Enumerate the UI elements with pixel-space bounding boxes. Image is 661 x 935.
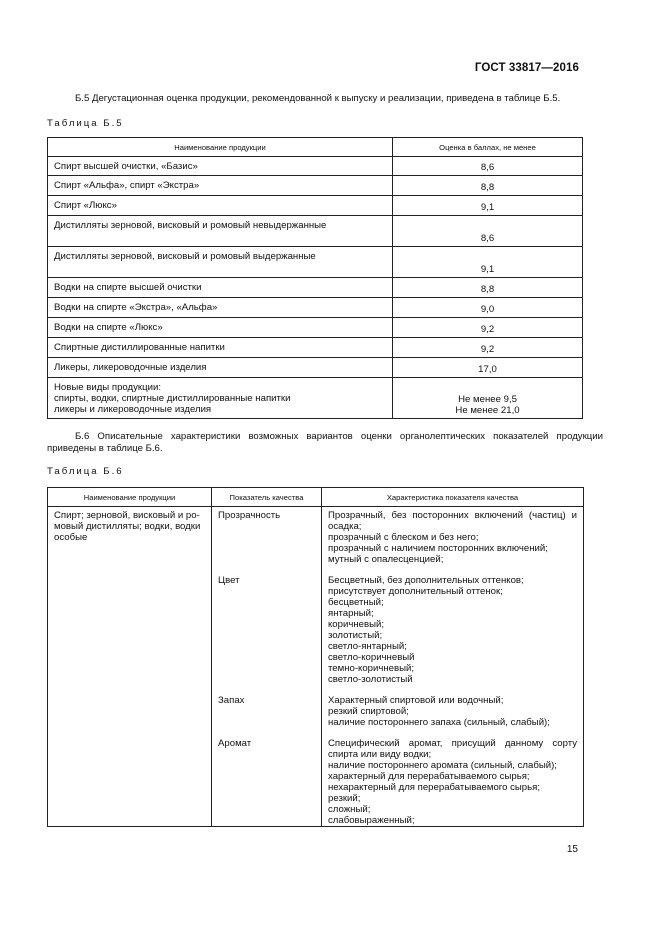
product-line: спирты, водки, спиртные дистиллированные напитки — [54, 393, 291, 404]
characteristic-line: светло-янтарный; — [328, 641, 407, 652]
score-value: 9,2 — [393, 318, 583, 338]
product-cell: Спирт; зерновой, висковый и ро-мовый дистилляты; водки, водки особые — [48, 507, 212, 827]
characteristic-line: темно-коричневый; — [328, 663, 415, 674]
product-name: Ликеры, ликероводочные изделия — [48, 358, 393, 378]
score-value: 8,8 — [393, 176, 583, 196]
product-line: ликеры и ликероводочные изделия — [54, 404, 212, 415]
product-name: Дистилляты зерновой, висковый и ромовый невыдержанные — [48, 216, 393, 247]
table-row — [48, 378, 583, 419]
score-value: 9,2 — [393, 338, 583, 358]
table-row — [48, 278, 583, 298]
product-name: Спирт «Люкс» — [48, 196, 393, 216]
table-row — [48, 298, 583, 318]
table-row — [48, 338, 583, 358]
table-row — [48, 507, 584, 827]
column-header-characteristic: Характеристика показателя качества — [322, 488, 584, 507]
score-value: 9,0 — [393, 298, 583, 318]
standard-number: ГОСТ 33817—2016 — [474, 62, 579, 74]
characteristic-line: коричневый; — [328, 619, 384, 630]
characteristic-aroma — [328, 738, 577, 826]
product-name: Спирт «Альфа», спирт «Экстра» — [48, 176, 393, 196]
table-b5-caption: Таблица Б.5 — [47, 118, 124, 129]
column-header-score: Оценка в баллах, не менее — [393, 138, 583, 157]
indicator-color: Цвет — [218, 575, 240, 586]
score-value: 8,6 — [393, 216, 583, 247]
score-value: 17,0 — [393, 358, 583, 378]
characteristic-line: сложный; — [328, 804, 371, 815]
table-row — [48, 216, 583, 247]
score-line: Не менее 9,5 — [458, 394, 517, 405]
product-name: Спирт высшей очистки, «Базис» — [48, 157, 393, 176]
characteristic-line: резкий; — [328, 793, 361, 804]
characteristic-line: Бесцветный, без дополнительных оттенков; — [328, 575, 524, 586]
characteristic-line: прозрачный с блеском и без него; — [328, 532, 479, 543]
product-name: Спиртные дистиллированные напитки — [48, 338, 393, 358]
product-name: Водки на спирте «Люкс» — [48, 318, 393, 338]
score-value: 8,8 — [393, 278, 583, 298]
characteristic-line: Прозрачный, без посторонних включений (частиц) и осадка; — [328, 510, 577, 532]
score-line: Не менее 21,0 — [455, 405, 520, 416]
indicator-cell — [212, 507, 322, 827]
characteristic-line: присутствует дополнительный оттенок; — [328, 586, 503, 597]
table-row — [48, 196, 583, 216]
indicator-aroma: Аромат — [218, 738, 252, 749]
product-line: Новые виды продукции: — [54, 382, 161, 393]
product-name: Водки на спирте «Экстра», «Альфа» — [48, 298, 393, 318]
characteristic-line: Специфический аромат, присущий данному сорту спирта или виду водки; — [328, 738, 577, 760]
score-value — [393, 378, 583, 419]
characteristic-line: мутный с опалесценцией; — [328, 554, 444, 565]
characteristic-color — [328, 575, 577, 685]
column-header-indicator: Показатель качества — [212, 488, 322, 507]
page-number: 15 — [566, 844, 578, 855]
table-row — [48, 157, 583, 176]
characteristic-line: светло-коричневый — [328, 652, 415, 663]
characteristic-line: Характерный спиртовой или водочный; — [328, 695, 504, 706]
column-header-product: Наименование продукции — [48, 488, 212, 507]
characteristic-line: нехарактерный для перерабатываемого сырья; — [328, 782, 540, 793]
table-row — [48, 176, 583, 196]
characteristic-smell — [328, 695, 577, 728]
characteristic-line: прозрачный с наличием посторонних включений; — [328, 543, 548, 554]
characteristic-line: слабовыраженный; — [328, 815, 415, 826]
characteristic-line: янтарный; — [328, 608, 374, 619]
characteristic-line: резкий спиртовой; — [328, 706, 409, 717]
score-value: 8,6 — [393, 157, 583, 176]
characteristic-cell — [322, 507, 584, 827]
characteristic-line: наличие постороннего запаха (сильный, слабый); — [328, 717, 550, 728]
product-name: Водки на спирте высшей очистки — [48, 278, 393, 298]
product-name — [48, 378, 393, 419]
paragraph-b5: Б.5 Дегустационная оценка продукции, рекомендованной к выпуску и реализации, приведена в таблице Б.5. — [75, 93, 561, 104]
column-header-product: Наименование продукции — [48, 138, 393, 157]
score-value: 9,1 — [393, 196, 583, 216]
characteristic-transparency — [328, 510, 577, 565]
characteristic-line: светло-золотистый — [328, 674, 413, 685]
characteristic-line: золотистый; — [328, 630, 383, 641]
characteristic-line: наличие постороннего аромата (сильный, слабый); — [328, 760, 557, 771]
characteristic-line: характерный для перерабатываемого сырья; — [328, 771, 530, 782]
table-row — [48, 247, 583, 278]
indicator-smell: Запах — [218, 695, 245, 706]
table-b6-caption: Таблица Б.6 — [47, 466, 124, 477]
table-row — [48, 358, 583, 378]
score-value: 9,1 — [393, 247, 583, 278]
indicator-transparency: Прозрачность — [218, 510, 281, 521]
table-b6 — [47, 487, 584, 827]
table-row — [48, 318, 583, 338]
product-name: Дистилляты зерновой, висковый и ромовый выдержанные — [48, 247, 393, 278]
characteristic-line: бесцветный; — [328, 597, 384, 608]
table-b5 — [47, 137, 583, 419]
paragraph-b6: Б.6 Описательные характеристики возможных вариантов оценки органолептических показателей продукции приведены в таблице Б.6. — [47, 431, 603, 454]
